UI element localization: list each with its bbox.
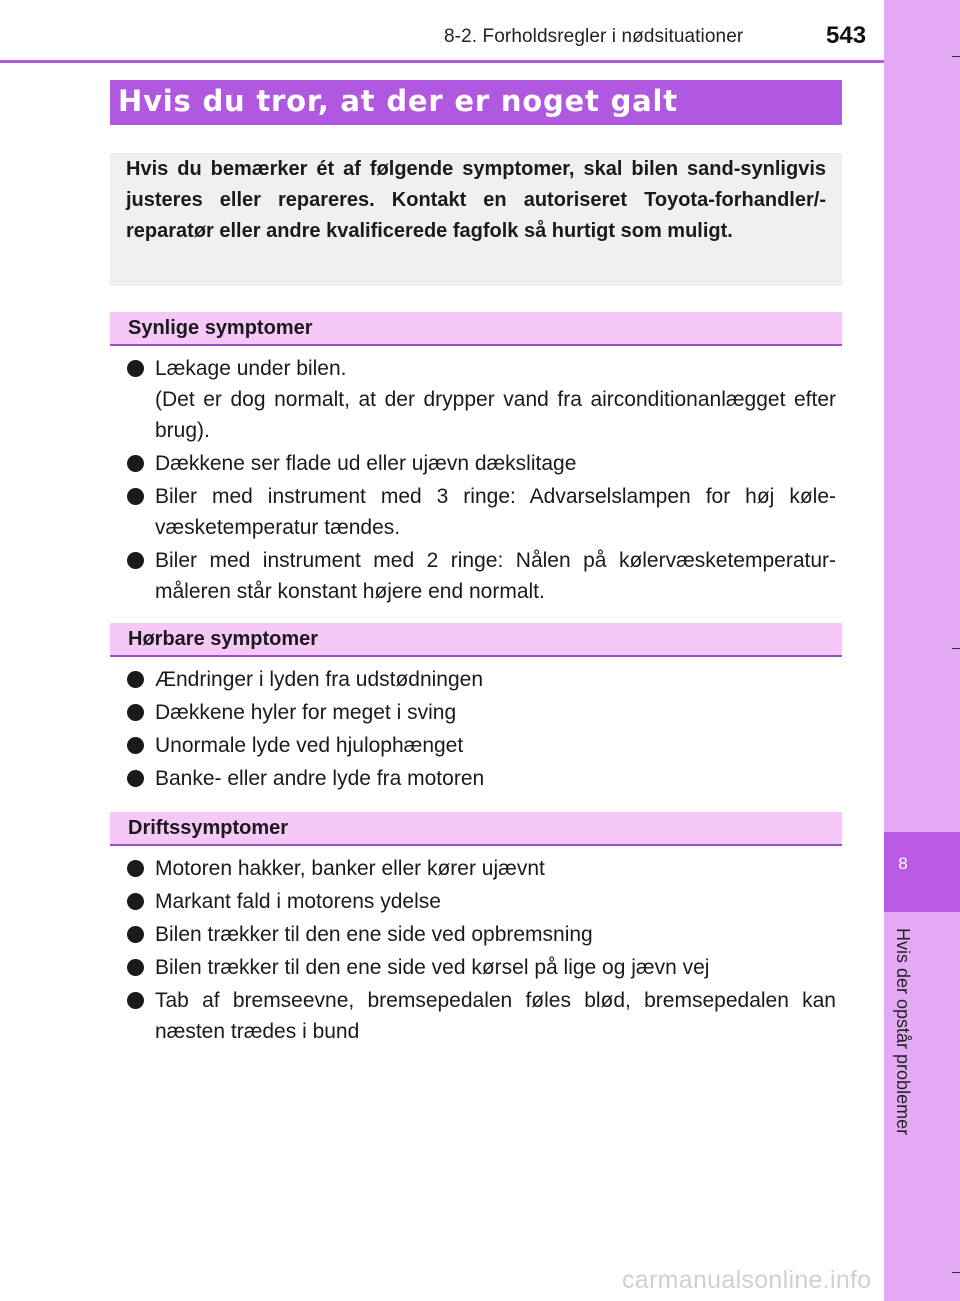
crop-mark bbox=[952, 648, 960, 649]
list-item: Bilen trækker til den ene side ved opbremsning bbox=[126, 919, 836, 950]
list-item: Banke- eller andre lyde fra motoren bbox=[126, 763, 836, 794]
crop-mark bbox=[952, 1272, 960, 1273]
bullet-icon bbox=[127, 704, 144, 721]
header-section-title: 8-2. Forholdsregler i nødsituationer bbox=[444, 26, 744, 47]
watermark: carmanualsonline.info bbox=[622, 1266, 872, 1294]
bullet-icon bbox=[127, 360, 144, 377]
bullet-icon bbox=[127, 488, 144, 505]
bullet-icon bbox=[127, 770, 144, 787]
visible-symptoms-list bbox=[126, 353, 836, 609]
crop-mark bbox=[952, 56, 960, 57]
list-item: Dækkene hyler for meget i sving bbox=[126, 697, 836, 728]
section-title: Synlige symptomer bbox=[128, 317, 313, 339]
list-item: Unormale lyde ved hjulophænget bbox=[126, 730, 836, 761]
list-item: Ændringer i lyden fra udstødningen bbox=[126, 664, 836, 695]
list-item: Markant fald i motorens ydelse bbox=[126, 886, 836, 917]
list-item: Lækage under bilen. (Det er dog normalt, at der drypper vand fra airconditionanlægget efter brug). bbox=[126, 353, 836, 446]
intro-text: Hvis du bemærker ét af følgende symptomer, skal bilen sand-synligvis justeres eller repareres. Kontakt en autoriseret Toyota-forhandler/-reparatør eller andre kvalificerede fagfolk så hurtigt som muligt. bbox=[126, 158, 826, 242]
bullet-icon bbox=[127, 552, 144, 569]
list-item: Biler med instrument med 3 ringe: Advarselslampen for høj køle-væsketemperatur tændes. bbox=[126, 481, 836, 543]
page-number: 543 bbox=[826, 22, 867, 49]
page-title: Hvis du tror, at der er noget galt bbox=[118, 84, 678, 118]
bullet-icon bbox=[127, 671, 144, 688]
section-header-operational bbox=[110, 812, 842, 846]
section-header-audible bbox=[110, 623, 842, 657]
chapter-number: 8 bbox=[898, 854, 908, 873]
list-item: Biler med instrument med 2 ringe: Nålen på kølervæsketemperatur-måleren står konstant højere end normalt. bbox=[126, 545, 836, 607]
bullet-icon bbox=[127, 860, 144, 877]
list-item: Dækkene ser flade ud eller ujævn dækslitage bbox=[126, 448, 836, 479]
bullet-icon bbox=[127, 959, 144, 976]
audible-symptoms-list bbox=[126, 664, 836, 796]
list-item: Motoren hakker, banker eller kører ujævnt bbox=[126, 853, 836, 884]
chapter-title: Hvis der opstår problemer bbox=[893, 928, 913, 1136]
bullet-icon bbox=[127, 893, 144, 910]
list-item: Tab af bremseevne, bremsepedalen føles blød, bremsepedalen kan næsten trædes i bund bbox=[126, 985, 836, 1047]
section-title: Driftssymptomer bbox=[128, 817, 289, 839]
bullet-icon bbox=[127, 455, 144, 472]
bullet-icon bbox=[127, 992, 144, 1009]
header-divider bbox=[0, 60, 884, 63]
list-item: Bilen trækker til den ene side ved kørsel på lige og jævn vej bbox=[126, 952, 836, 983]
bullet-icon bbox=[127, 926, 144, 943]
operational-symptoms-list bbox=[126, 853, 836, 1049]
section-header-visible bbox=[110, 312, 842, 346]
bullet-icon bbox=[127, 737, 144, 754]
section-title: Hørbare symptomer bbox=[128, 628, 319, 650]
